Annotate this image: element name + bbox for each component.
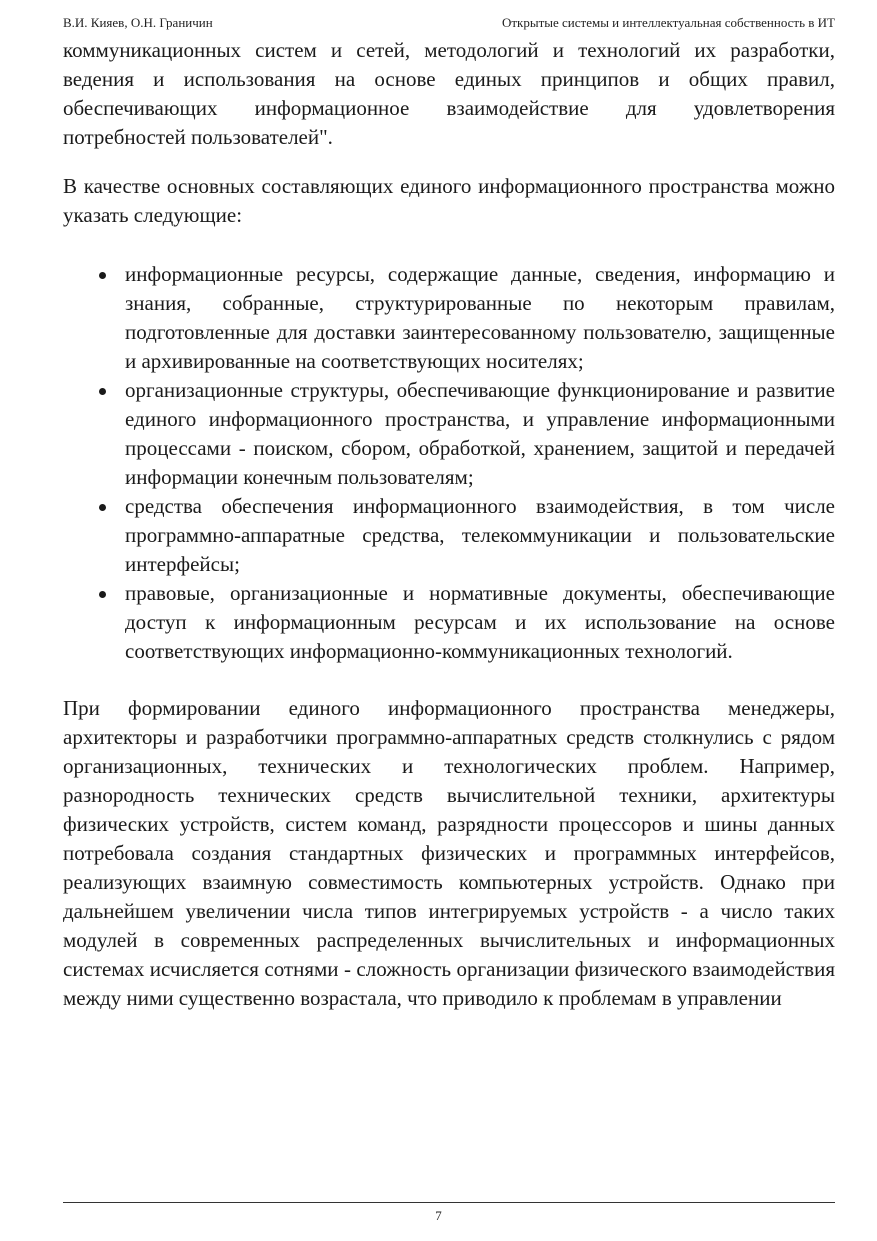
- footer-divider: [63, 1202, 835, 1203]
- list-item-text: средства обеспечения информационного взаимодействия, в том числе программно-аппаратные средства, телекоммуникации и пользовательские интерфейсы;: [125, 494, 835, 576]
- components-list: [63, 260, 835, 666]
- page-content: [63, 36, 835, 1013]
- bullet-icon: [99, 591, 106, 598]
- running-header: [63, 15, 835, 31]
- list-item: [63, 492, 835, 579]
- list-item: [63, 579, 835, 666]
- paragraph-continuation: коммуникационных систем и сетей, методологий и технологий их разработки, ведения и использования на основе единых принципов и общих правил, обеспечивающих информационное взаимодействие для удовлетворения потребностей пользователей".: [63, 38, 835, 149]
- list-item-text: организационные структуры, обеспечивающие функционирование и развитие единого информационного пространства, и управление информационными процессами - поиском, сбором, обработкой, хранением, защитой и передачей информации конечным пользователям;: [125, 378, 835, 489]
- list-item-text: правовые, организационные и нормативные документы, обеспечивающие доступ к информационным ресурсам и их использование на основе соответствующих информационно-коммуникационных технологий.: [125, 581, 835, 663]
- bullet-icon: [99, 504, 106, 511]
- bullet-icon: [99, 388, 106, 395]
- list-item: [63, 260, 835, 376]
- list-item-text: информационные ресурсы, содержащие данные, сведения, информацию и знания, собранные, структурированные по некоторым правилам, подготовленные для доставки заинтересованному пользователю, защищенные и архивированные на соответствующих носителях;: [125, 262, 835, 373]
- bullet-icon: [99, 272, 106, 279]
- paragraph-problems: При формировании единого информационного пространства менеджеры, архитекторы и разработчики программно-аппаратных средств столкнулись с рядом организационных, технических и технологических проблем. Например, разнородность технических средств вычислительной техники, архитектуры физических устройств, систем команд, разрядности процессоров и шины данных потребовала создания стандартных физических и программных интерфейсов, реализующих взаимную совместимость компьютерных устройств. Однако при дальнейшем увеличении числа типов интегрируемых устройств - а число таких модулей в современных распределенных вычислительных и информационных системах исчисляется сотнями - сложность организации физического взаимодействия между ними существенно возрастала, что приводило к проблемам в управлении: [63, 696, 835, 1010]
- page-number: 7: [435, 1208, 442, 1223]
- paragraph-components-intro: В качестве основных составляющих единого информационного пространства можно указать следующие:: [63, 174, 835, 227]
- header-authors: В.И. Кияев, О.Н. Граничин: [63, 15, 213, 30]
- header-title: Открытые системы и интеллектуальная собственность в ИТ: [501, 15, 835, 30]
- list-item: [63, 376, 835, 492]
